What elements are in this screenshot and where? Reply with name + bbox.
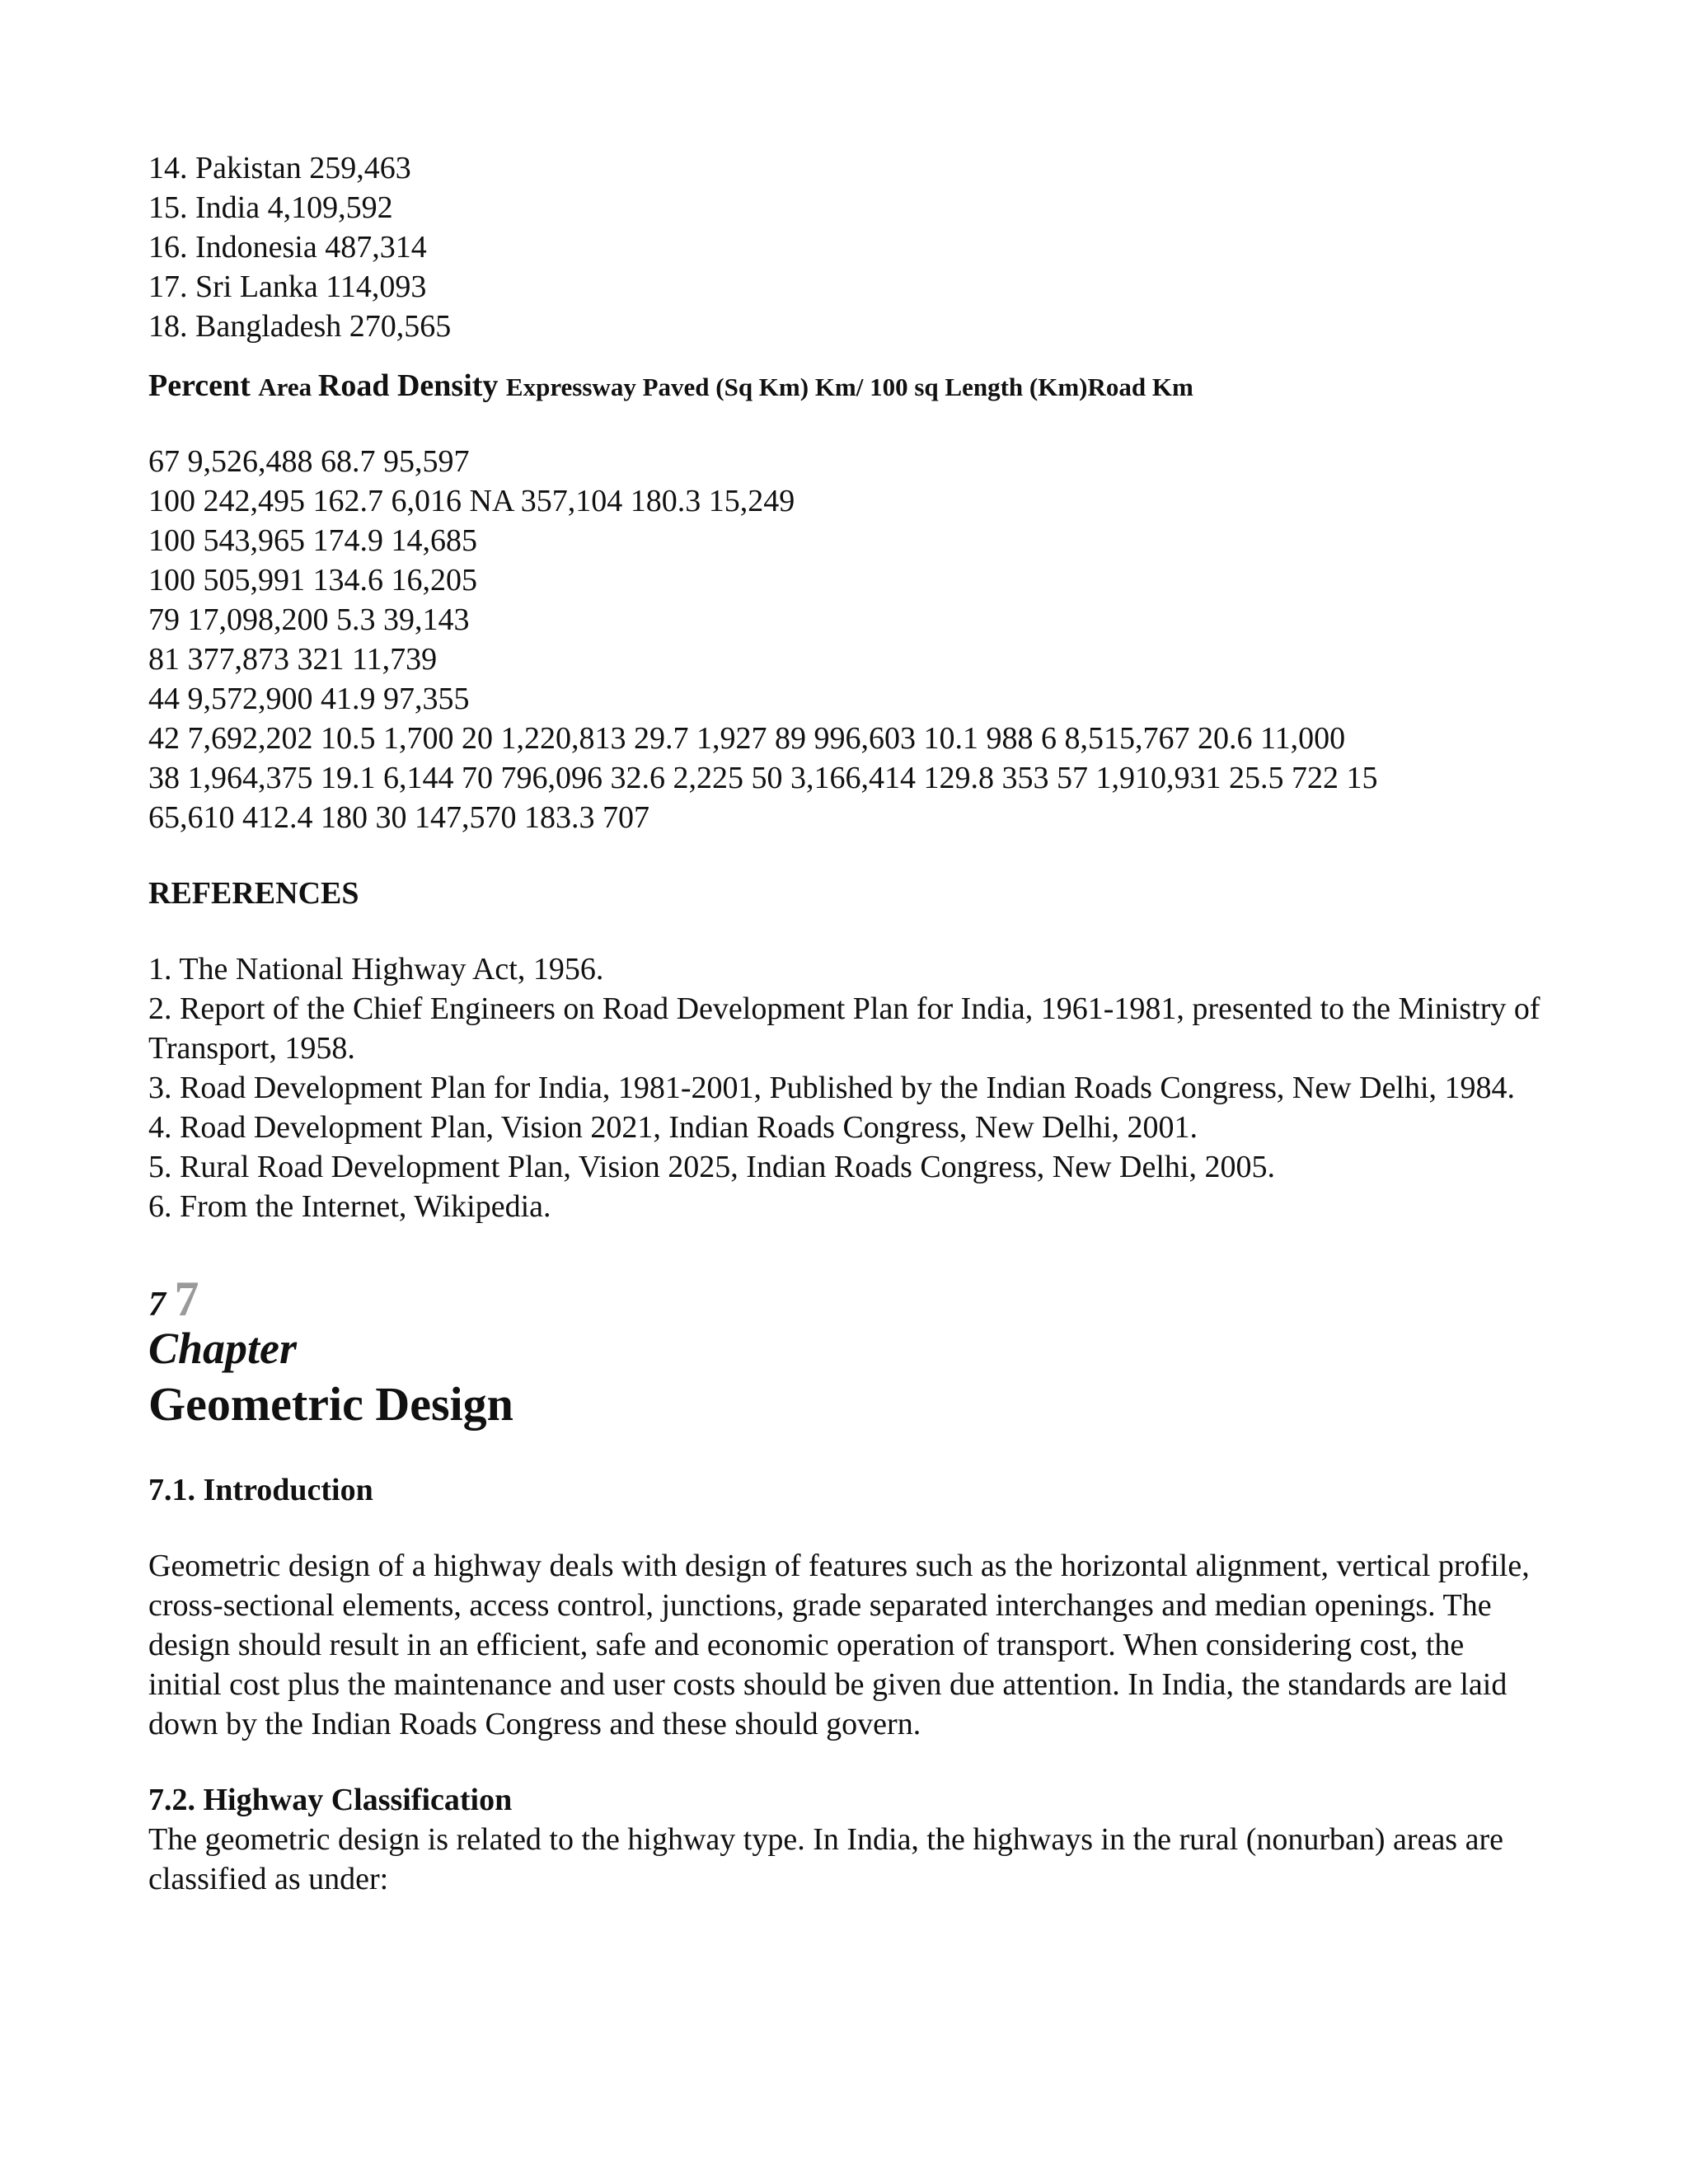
- section-heading-introduction: 7.1. Introduction: [148, 1473, 373, 1507]
- section-text-introduction: Geometric design of a highway deals with design of features such as the horizontal alignment, vertical profile, cross-sectional elements, access control, junctions, grade separated interchanges and median openings. The design should result in an efficient, safe and economic operation of transport. When considering cost, the initial cost plus the maintenance and user costs should be given due attention. In India, the standards are laid down by the Indian Roads Congress and these should govern.: [148, 1549, 1530, 1741]
- reference-item: 3. Road Development Plan for India, 1981-2001, Published by the Indian Roads Congress, New Delhi, 1984.: [148, 1071, 1516, 1105]
- data-line: 38 1,964,375 19.1 6,144 70 796,096 32.6 2,225 50 3,166,414 129.8 353 57 1,910,931 25.5 722 15: [148, 761, 1378, 795]
- reference-item: 6. From the Internet, Wikipedia.: [148, 1189, 551, 1224]
- reference-item: 2. Report of the Chief Engineers on Road Development Plan for India, 1961-1981, presented to the Ministry of Transport, 1958.: [148, 991, 1540, 1066]
- data-line: 81 377,873 321 11,739: [148, 642, 438, 677]
- reference-item: 1. The National Highway Act, 1956.: [148, 952, 604, 987]
- header-road-density: Road Density: [317, 368, 506, 403]
- data-line: 79 17,098,200 5.3 39,143: [148, 602, 470, 637]
- chapter-title: Geometric Design: [148, 1377, 513, 1431]
- data-line: 65,610 412.4 180 30 147,570 183.3 707: [148, 800, 649, 835]
- country-list: [148, 148, 1566, 346]
- chapter-number-large: 7: [174, 1272, 199, 1326]
- data-line: 100 242,495 162.7 6,016 NA 357,104 180.3 15,249: [148, 484, 795, 518]
- data-line: 44 9,572,900 41.9 97,355: [148, 682, 470, 716]
- country-line: 14. Pakistan 259,463: [148, 151, 411, 185]
- table-header: [148, 368, 1566, 404]
- document-page: [148, 148, 1566, 1899]
- header-area: Area: [258, 373, 318, 401]
- data-line: 42 7,692,202 10.5 1,700 20 1,220,813 29.7 1,927 89 996,603 10.1 988 6 8,515,767 20.6 11,000: [148, 721, 1346, 756]
- country-line: 16. Indonesia 487,314: [148, 230, 427, 265]
- data-line: 100 505,991 134.6 16,205: [148, 563, 477, 598]
- chapter-number: [148, 1271, 1566, 1326]
- header-rest: Expressway Paved (Sq Km) Km/ 100 sq Length (Km)Road Km: [505, 373, 1193, 401]
- references-heading: REFERENCES: [148, 876, 359, 911]
- data-line: 67 9,526,488 68.7 95,597: [148, 444, 470, 479]
- references-list: [148, 949, 1566, 1226]
- chapter-label: Chapter: [148, 1324, 298, 1373]
- section-text-classification: The geometric design is related to the highway type. In India, the highways in the rural (nonurban) areas are classified as under:: [148, 1822, 1503, 1896]
- data-line: 100 543,965 174.9 14,685: [148, 523, 477, 558]
- country-line: 15. India 4,109,592: [148, 190, 393, 225]
- header-percent: Percent: [148, 368, 259, 403]
- reference-item: 5. Rural Road Development Plan, Vision 2025, Indian Roads Congress, New Delhi, 2005.: [148, 1150, 1275, 1184]
- country-line: 17. Sri Lanka 114,093: [148, 269, 427, 304]
- section-heading-classification: 7.2. Highway Classification: [148, 1783, 513, 1817]
- country-line: 18. Bangladesh 270,565: [148, 309, 452, 344]
- reference-item: 4. Road Development Plan, Vision 2021, Indian Roads Congress, New Delhi, 2001.: [148, 1110, 1198, 1145]
- data-lines: [148, 442, 1566, 837]
- chapter-number-small: 7: [148, 1286, 175, 1324]
